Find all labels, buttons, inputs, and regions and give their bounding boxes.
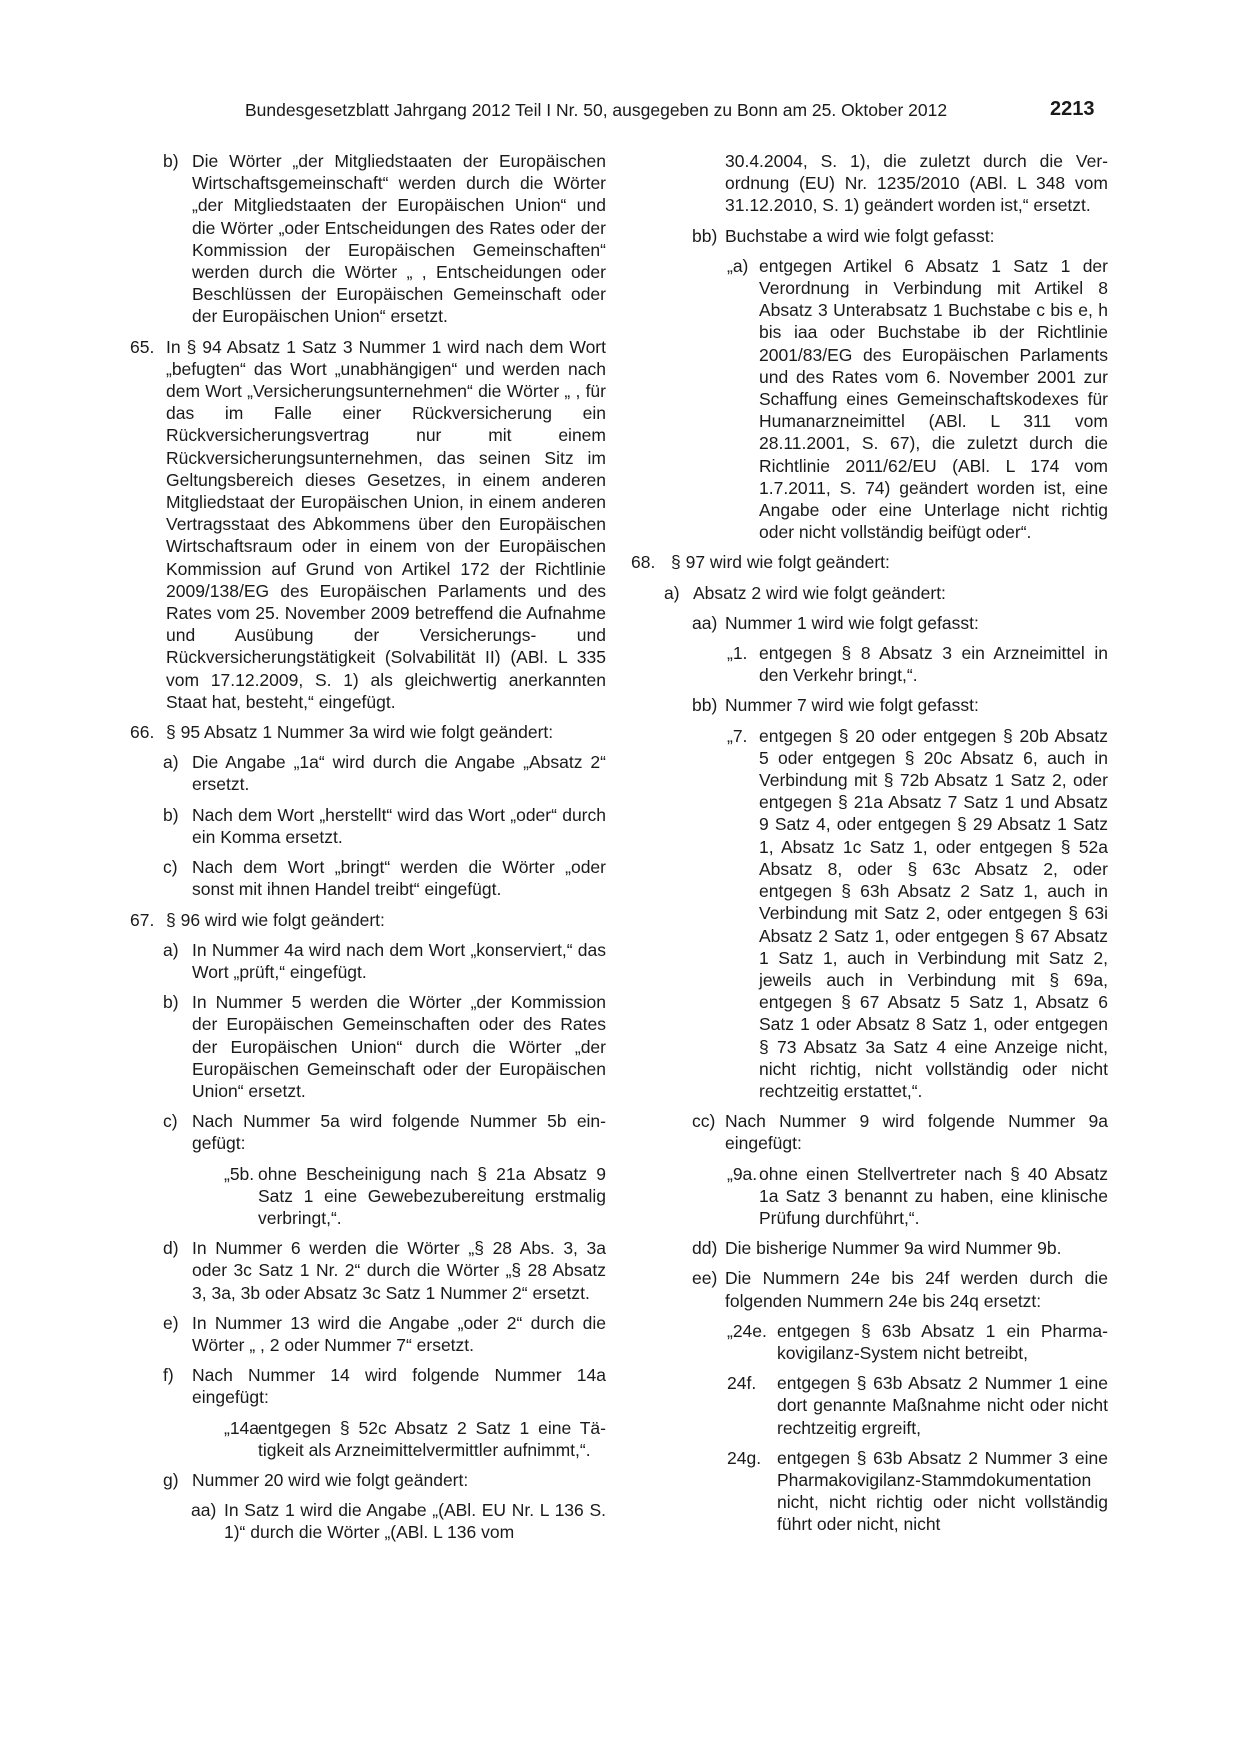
item-67 xyxy=(130,909,606,931)
label: e) xyxy=(163,1312,179,1333)
item-67-g-aa xyxy=(130,1499,606,1543)
item-67-g xyxy=(130,1469,606,1491)
paragraph: In Nummer 5 werden die Wörter „der Kommission der Europäischen Gemeinschaften oder des Rates der Europäischen Union“ durch die Wörter „der Europäischen Gemeinschaft oder der Europäischen Union“ ersetzt. xyxy=(192,992,606,1101)
label: cc) xyxy=(692,1111,716,1132)
label: aa) xyxy=(191,1500,217,1521)
item-66-c xyxy=(130,856,606,900)
paragraph: Die Nummern 24e bis 24f werden durch die folgenden Nummern 24e bis 24q ersetzt: xyxy=(725,1268,1108,1311)
label: 68. xyxy=(631,552,656,573)
paragraph: In Satz 1 wird die Angabe „(ABl. EU Nr. L 136 S. 1)“ durch die Wörter „(ABl. L 136 vom xyxy=(224,1500,606,1543)
quote-a xyxy=(631,255,1108,544)
paragraph: entgegen § 63b Absatz 2 Nummer 1 eine dort genannte Maßnahme nicht oder nicht rechtzeitig ergreift, xyxy=(777,1373,1108,1438)
label: „7. xyxy=(727,725,748,746)
item-67-b xyxy=(130,991,606,1102)
page-header xyxy=(0,100,1241,130)
quote-1 xyxy=(631,642,1108,686)
label: 66. xyxy=(130,722,155,743)
paragraph: In Nummer 6 werden die Wörter „§ 28 Abs. 3, 3a oder 3c Satz 1 Nr. 2“ durch die Wörter „§ 28 Absatz 3, 3a, 3b oder Absatz 3c Satz 1 Nummer 2“ ersetzt. xyxy=(192,1238,606,1303)
quote-7 xyxy=(631,725,1108,1102)
running-header: Bundesgesetzblatt Jahrgang 2012 Teil I Nr. 50, ausgegeben zu Bonn am 25. Oktober 2012 xyxy=(245,100,948,120)
paragraph: Nach Nummer 14 wird folgende Nummer 14a eingefügt: xyxy=(192,1365,606,1408)
item-64-b xyxy=(130,150,606,328)
paragraph: Nummer 20 wird wie folgt geändert: xyxy=(192,1469,469,1490)
item-68-a-cc xyxy=(631,1110,1108,1154)
paragraph: § 96 wird wie folgt geändert: xyxy=(166,909,385,930)
label: ee) xyxy=(692,1268,718,1289)
item-68-a-aa xyxy=(631,612,1108,634)
item-68-a-ee xyxy=(631,1267,1108,1311)
paragraph: § 95 Absatz 1 Nummer 3a wird wie folgt geändert: xyxy=(166,722,554,743)
quote-5b xyxy=(130,1163,606,1230)
paragraph: entgegen § 63b Absatz 1 ein Pharmakovigilanz-System nicht betreibt, xyxy=(777,1320,1108,1363)
item-68-a-dd xyxy=(631,1237,1108,1259)
paragraph: Nummer 1 wird wie folgt gefasst: xyxy=(725,612,979,633)
item-68-a xyxy=(631,582,1108,604)
paragraph: Nach dem Wort „herstellt“ wird das Wort „oder“ durch ein Komma ersetzt. xyxy=(192,804,606,847)
item-68-a-bb xyxy=(631,694,1108,716)
paragraph: Nach dem Wort „bringt“ werden die Wörter „oder sonst mit ihnen Handel treibt“ eingefügt. xyxy=(192,857,606,900)
paragraph: Die Wörter „der Mitgliedstaaten der Europäischen Wirtschaftsgemeinschaft“ werden durch die Wörter „der Mitgliedstaaten der Europäischen Union“ und die Wörter „oder Entscheidungen des Rates oder der Kommission der Europäischen Gemeinschaften“ werden durch die Wörter „ , Entscheidungen oder Beschlüssen der Europäischen Gemeinschaft oder der Europäischen Union“ ersetzt. xyxy=(192,151,606,327)
right-column xyxy=(631,150,1108,1536)
label: „5b. xyxy=(224,1163,255,1184)
paragraph: Die bisherige Nummer 9a wird Nummer 9b. xyxy=(725,1238,1062,1259)
item-67-g-bb xyxy=(631,225,1108,247)
label: 67. xyxy=(130,909,155,930)
label: a) xyxy=(163,939,179,960)
label: a) xyxy=(664,582,680,603)
paragraph: 30.4.2004, S. 1), die zuletzt durch die Verordnung (EU) Nr. 1235/2010 (ABl. L 348 vom 31.12.2010, S. 1) geändert worden ist,“ ersetzt. xyxy=(725,151,1108,216)
item-67-a xyxy=(130,939,606,983)
paragraph: Nach Nummer 5a wird folgende Nummer 5b eingefügt: xyxy=(192,1111,606,1154)
quote-14a xyxy=(130,1417,606,1461)
paragraph: In Nummer 4a wird nach dem Wort „konserviert,“ das Wort „prüft,“ eingefügt. xyxy=(192,939,606,982)
paragraph: entgegen § 8 Absatz 3 ein Arzneimittel in den Verkehr bringt,“. xyxy=(759,643,1108,686)
paragraph: In Nummer 13 wird die Angabe „oder 2“ durch die Wörter „ , 2 oder Nummer 7“ ersetzt. xyxy=(192,1312,606,1355)
paragraph: Buchstabe a wird wie folgt gefasst: xyxy=(725,225,995,246)
label: „1. xyxy=(727,643,748,664)
label: dd) xyxy=(692,1238,718,1259)
label: „a) xyxy=(727,255,749,276)
page-number: 2213 xyxy=(1050,98,1095,120)
label: f) xyxy=(163,1365,174,1386)
left-column xyxy=(130,150,606,1544)
quote-24e xyxy=(631,1320,1108,1364)
paragraph: Absatz 2 wird wie folgt geändert: xyxy=(693,582,946,603)
label: b) xyxy=(163,151,179,171)
paragraph: Nummer 7 wird wie folgt gefasst: xyxy=(725,695,979,716)
item-67-f xyxy=(130,1364,606,1408)
paragraph: entgegen Artikel 6 Absatz 1 Satz 1 der Verordnung in Verbindung mit Artikel 8 Absatz 3 Unterabsatz 1 Buchstabe c bis e, h bis iaa oder Buchstabe ib der Richtlinie 2001/83/EG des Europäischen Parlaments und des Rates vom 6. November 2001 zur Schaffung eines Gemeinschaftskodexes für Humanarzneimittel (ABl. L 311 vom 28.11.2001, S. 67), die zuletzt durch die Richtlinie 2011/62/EU (ABl. L 174 vom 1.7.2011, S. 74) geändert worden ist, eine Angabe oder eine Unterlage nicht richtig oder nicht vollständig beifügt oder“. xyxy=(759,255,1108,543)
label: b) xyxy=(163,992,179,1013)
quote-9a xyxy=(631,1163,1108,1230)
label: a) xyxy=(163,752,179,773)
paragraph: ohne Bescheinigung nach § 21a Absatz 9 Satz 1 eine Gewebezubereitung erstmalig verbringt,“. xyxy=(258,1163,606,1228)
item-65 xyxy=(130,336,606,713)
label: 65. xyxy=(130,336,155,357)
item-66-b xyxy=(130,804,606,848)
label: „24e. xyxy=(727,1320,767,1341)
label: c) xyxy=(163,857,178,878)
label: 24g. xyxy=(727,1447,762,1468)
item-67-e xyxy=(130,1312,606,1356)
item-67-d xyxy=(130,1237,606,1304)
paragraph: In § 94 Absatz 1 Satz 3 Nummer 1 wird nach dem Wort „befugten“ das Wort „unabhängigen“ und werden nach dem Wort „Versicherungsunternehmen“ die Wörter „ , für das im Falle einer Rückversicherung ein Rückversicherungsvertrag nur mit einem Rückversicherungsunternehmen, das seinen Sitz im Geltungsbereich dieses Gesetzes, in einem anderen Mitgliedstaat der Europäischen Union, in einem anderen Vertragsstaat des Abkommens über den Europäischen Wirtschaftsraum oder in einem von der Europäischen Kommission auf Grund von Artikel 172 der Richtlinie 2009/138/EG des Europäischen Parlaments und des Rates vom 25. November 2009 betreffend die Aufnahme und Ausübung der Versicherungs- und Rückversicherungstätigkeit (Solvabilität II) (ABl. L 335 vom 17.12.2009, S. 1) als gleichwertig anerkannten Staat hat, besteht,“ eingefügt. xyxy=(166,336,606,712)
paragraph: Nach Nummer 9 wird folgende Nummer 9a eingefügt: xyxy=(725,1111,1108,1154)
label: g) xyxy=(163,1469,179,1490)
continued-text xyxy=(631,150,1108,217)
paragraph: ohne einen Stellvertreter nach § 40 Absatz 1a Satz 3 benannt zu haben, eine klinische Prüfung durchführt,“. xyxy=(759,1163,1108,1228)
paragraph: entgegen § 63b Absatz 2 Nummer 3 eine Pharmakovigilanz-Stammdokumentation nicht, nicht richtig oder nicht vollständig führt oder nicht, nicht xyxy=(777,1447,1108,1535)
label: b) xyxy=(163,804,179,825)
item-66 xyxy=(130,721,606,743)
label: „14a. xyxy=(224,1417,264,1438)
quote-24g xyxy=(631,1447,1108,1536)
paragraph: entgegen § 20 oder entgegen § 20b Absatz 5 oder entgegen § 20c Absatz 6, auch in Verbindung mit § 72b Absatz 1 Satz 2, oder entgegen § 21a Absatz 7 Satz 1 und Absatz 9 Satz 4, oder entgegen § 29 Absatz 1 Satz 1, Absatz 1c Satz 1, oder entgegen § 52a Absatz 8, oder § 63c Absatz 2, oder entgegen § 63h Absatz 2 Satz 1, auch in Verbindung mit Satz 2, oder entgegen § 63i Absatz 2 Satz 1, oder entgegen § 67 Absatz 1 Satz 1, auch in Verbindung mit Satz 2, jeweils auch in Verbindung mit § 69a, entgegen § 67 Absatz 5 Satz 1, Absatz 6 Satz 1 oder Absatz 8 Satz 1, oder entgegen § 73 Absatz 3a Satz 4 eine Anzeige nicht, nicht richtig, nicht vollständig oder nicht rechtzeitig erstattet,“. xyxy=(759,725,1108,1101)
label: bb) xyxy=(692,695,718,716)
item-68 xyxy=(631,551,1108,573)
label: d) xyxy=(163,1238,179,1259)
item-67-c xyxy=(130,1110,606,1154)
quote-24f xyxy=(631,1372,1108,1439)
paragraph: § 97 wird wie folgt geändert: xyxy=(671,552,890,573)
paragraph: entgegen § 52c Absatz 2 Satz 1 eine Tätigkeit als Arzneimittelvermittler aufnimmt,“. xyxy=(258,1417,606,1460)
label: 24f. xyxy=(727,1373,757,1394)
label: „9a. xyxy=(727,1163,758,1184)
label: aa) xyxy=(692,612,718,633)
item-66-a xyxy=(130,751,606,795)
paragraph: Die Angabe „1a“ wird durch die Angabe „Absatz 2“ ersetzt. xyxy=(192,752,606,795)
label: c) xyxy=(163,1111,178,1132)
label: bb) xyxy=(692,225,718,246)
